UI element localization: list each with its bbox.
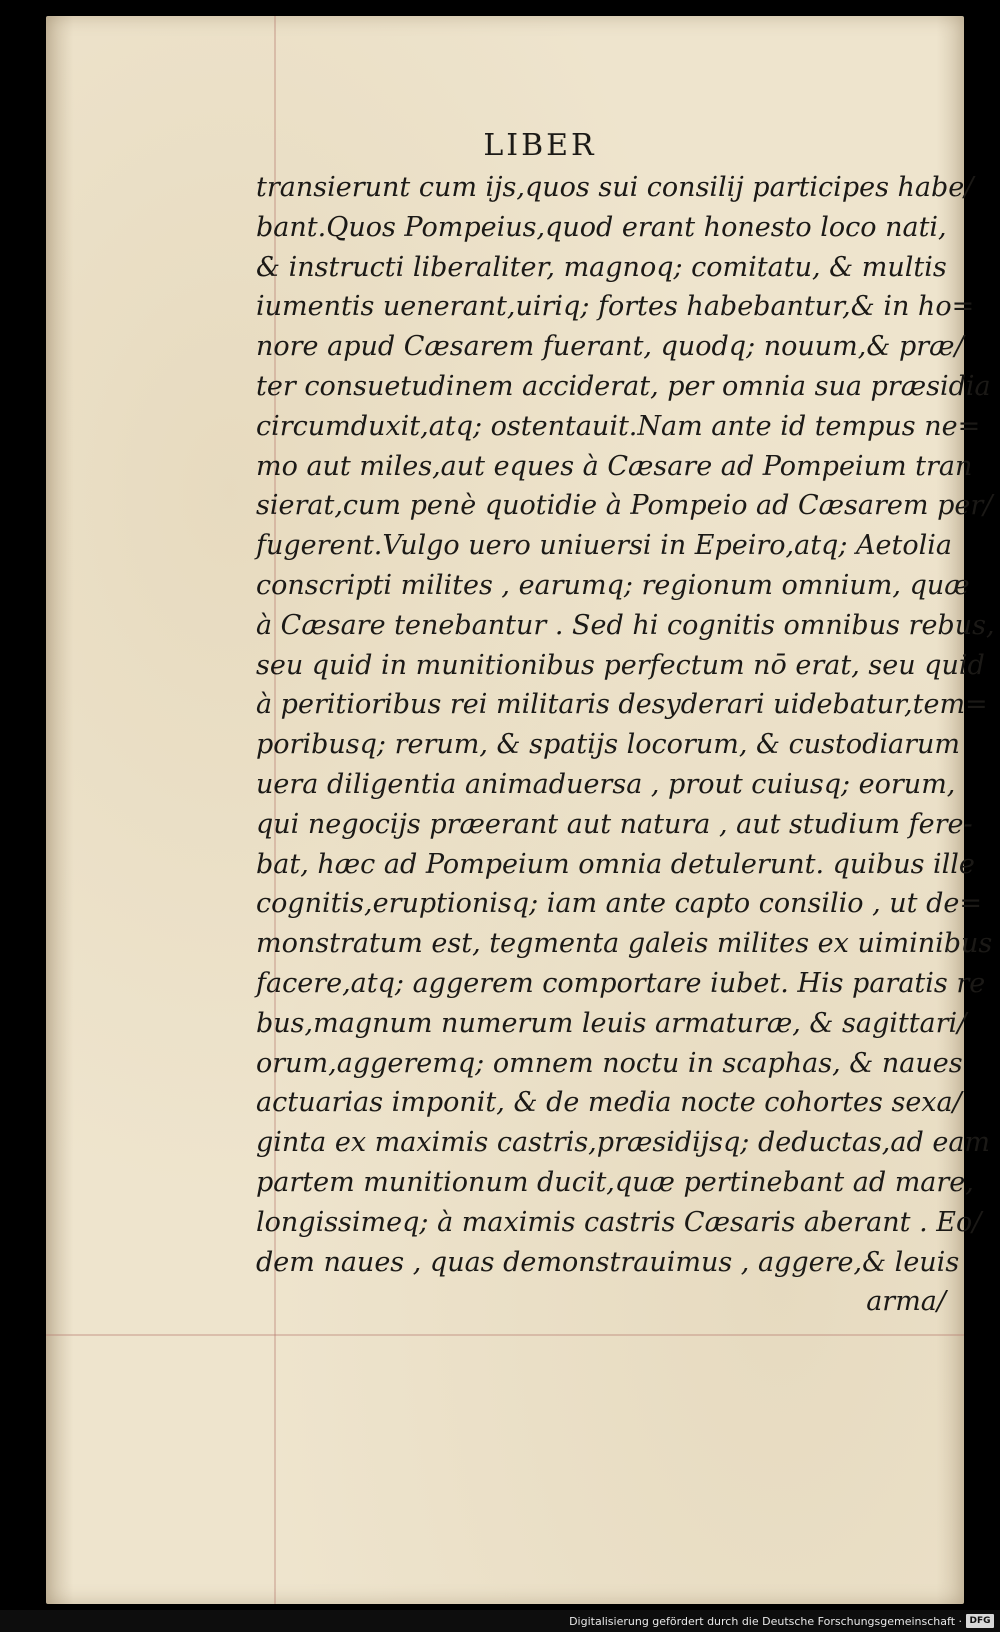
text-line: orum,aggeremq; omnem noctu in scaphas, & naues [256, 1047, 963, 1079]
text-line: conscripti milites , earumq; regionum omnium, quæ [256, 569, 970, 601]
text-line: cognitis,eruptionisq; iam ante capto consilio , ut de= [256, 888, 982, 920]
text-line: sierat,cum penè quotidie à Pompeio ad Cæsarem per/ [256, 490, 993, 522]
text-line: iumentis uenerant,uiriq; fortes habebantur,& in ho= [256, 291, 975, 323]
text-line: bant.Quos Pompeius,quod erant honesto loco nati, [256, 211, 947, 243]
text-line: bus,magnum numerum leuis armaturæ, & sagittari/ [256, 1007, 967, 1039]
text-line: fugerent.Vulgo uero uniuersi in Epeiro,atq; Aetolia [256, 530, 952, 562]
text-line: transierunt cum ijs,quos sui consilij participes habe/ [256, 172, 974, 203]
body-text [256, 168, 995, 1322]
text-line: ginta ex maximis castris,præsidijsq; deductas,ad eam [256, 1127, 991, 1159]
text-line: ter consuetudinem acciderat, per omnia sua præsidia [256, 370, 991, 402]
text-line: à peritioribus rei militaris desyderari uidebatur,tem= [256, 689, 988, 721]
book-page [46, 16, 995, 1604]
text-line: nore apud Cæsarem fuerant, quodq; nouum,& præ/ [256, 331, 964, 363]
text-line: bat, hæc ad Pompeium omnia detulerunt. quibus ille [256, 848, 975, 880]
running-head: LIBER [483, 128, 597, 163]
text-line: circumduxit,atq; ostentauit.Nam ante id tempus ne= [256, 410, 981, 442]
text-line: longissimeq; à maximis castris Cæsaris aberant . Eo/ [256, 1206, 982, 1238]
digitization-credit: Digitalisierung gefördert durch die Deutsche Forschungsgemeinschaft · [569, 1615, 962, 1628]
text-line: à Cæsare tenebantur . Sed hi cognitis omnibus rebus, [256, 609, 995, 641]
text-line: poribusq; rerum, & spatijs locorum, & custodiarum [256, 729, 961, 761]
text-line: dem naues , quas demonstrauimus , aggere,& leuis [256, 1246, 960, 1278]
text-line: uera diligentia animaduersa , prout cuiusq; eorum, [256, 768, 956, 800]
text-line: actuarias imponit, & de media nocte cohortes sexa/ [256, 1087, 962, 1119]
text-line: partem munitionum ducit,quæ pertinebant ad mare, [256, 1166, 974, 1198]
text-line: & instructi liberaliter, magnoq; comitatu, & multis [256, 251, 947, 283]
margin-rule-bottom [46, 1334, 964, 1336]
text-line: monstratum est, tegmenta galeis milites ex uiminibus [256, 928, 993, 960]
text-line: mo aut miles,aut eques à Cæsare ad Pompeium tran [256, 450, 973, 482]
text-line: seu quid in munitionibus perfectum nō erat, seu quid [256, 649, 985, 681]
text-line: qui negocijs præerant aut natura , aut studium fere- [256, 808, 973, 840]
dfg-logo: DFG [966, 1614, 994, 1628]
catchword: arma/ [866, 1286, 946, 1318]
text-line: facere,atq; aggerem comportare iubet. His paratis re [256, 967, 986, 999]
